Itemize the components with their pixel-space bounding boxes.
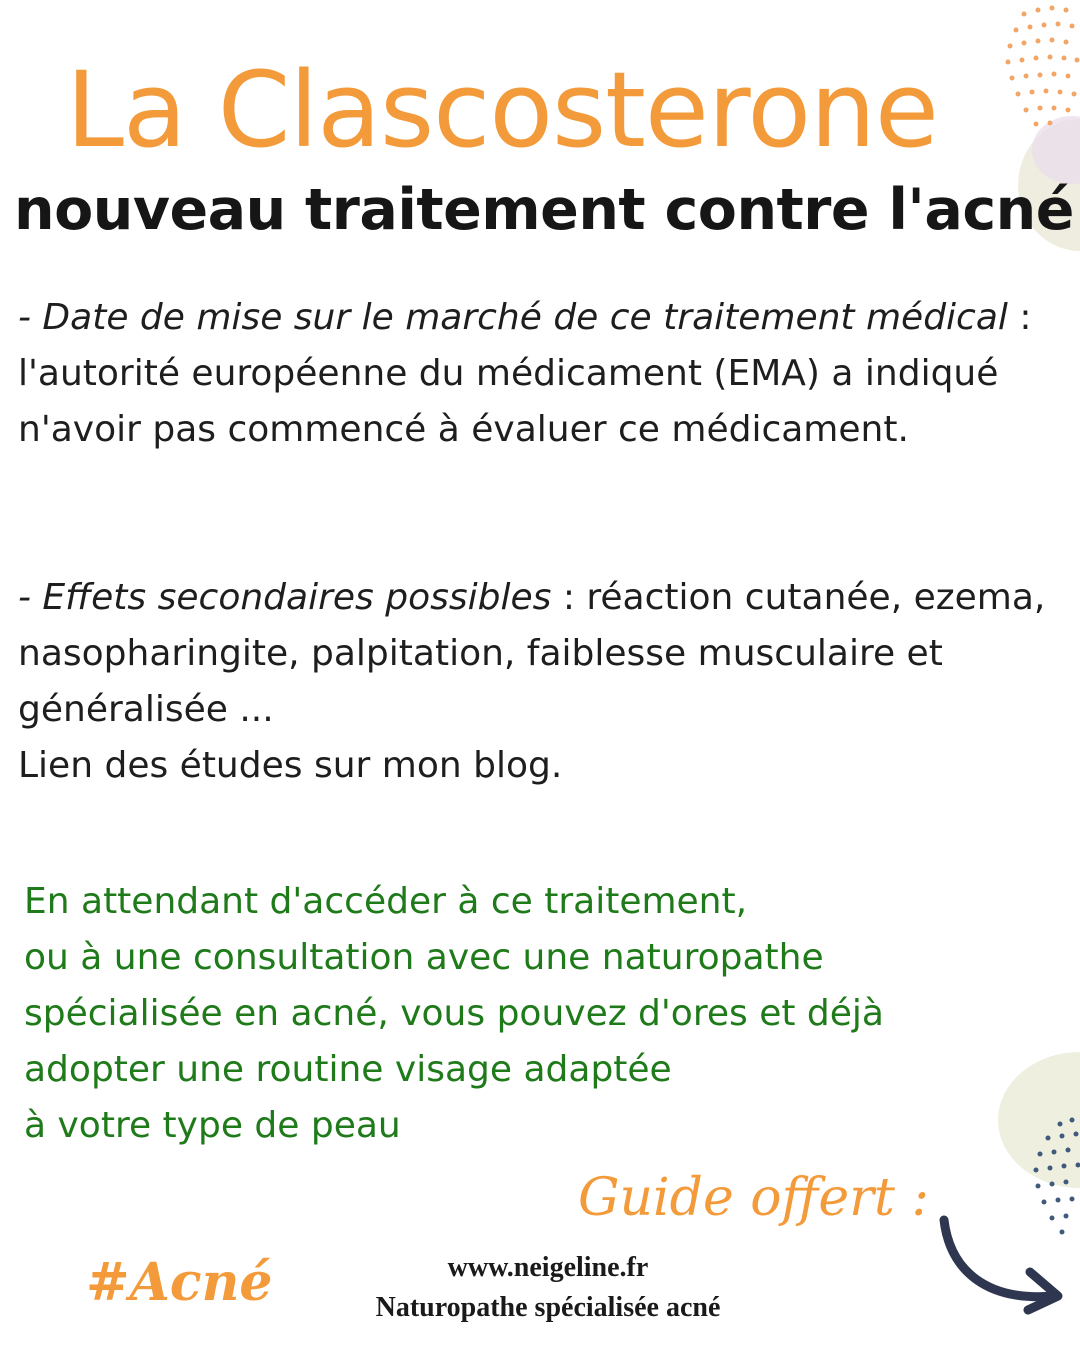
market-date-body: : l'autorité européenne du médicament (EMA) a indiqué n'avoir pas commencé à évaluer ce médicament. bbox=[18, 297, 1032, 450]
market-date-lead: - Date de mise sur le marché de ce traitement médical bbox=[18, 297, 1008, 338]
advice-line: ou à une consultation avec une naturopathe bbox=[24, 937, 824, 978]
advice-line: adopter une routine visage adaptée bbox=[24, 1049, 672, 1090]
advice-paragraph bbox=[24, 874, 1024, 1154]
advice-line: En attendant d'accéder à ce traitement, bbox=[24, 881, 748, 922]
arrow-right-icon bbox=[936, 1210, 1070, 1320]
advice-line: à votre type de peau bbox=[24, 1105, 401, 1146]
website-link[interactable]: www.neigeline.fr bbox=[447, 1252, 649, 1283]
side-effects-lead: - Effets secondaires possibles bbox=[18, 577, 552, 618]
side-effects-body: : réaction cutanée, ezema, nasopharingite, palpitation, faiblesse musculaire et généralisée ... bbox=[18, 577, 1046, 730]
page-subtitle: nouveau traitement contre l'acné bbox=[14, 177, 1074, 243]
market-date-paragraph bbox=[18, 290, 1068, 458]
guide-offer-label: Guide offert : bbox=[578, 1168, 929, 1228]
footer bbox=[298, 1248, 798, 1328]
hashtag-acne: #Acné bbox=[86, 1252, 273, 1313]
side-effects-paragraph bbox=[18, 570, 1068, 794]
page-title: La Clascosterone bbox=[66, 49, 938, 171]
advice-line: spécialisée en acné, vous pouvez d'ores et déjà bbox=[24, 993, 884, 1034]
footer-tagline: Naturopathe spécialisée acné bbox=[375, 1292, 721, 1323]
blog-link-text: Lien des études sur mon blog. bbox=[18, 745, 563, 786]
